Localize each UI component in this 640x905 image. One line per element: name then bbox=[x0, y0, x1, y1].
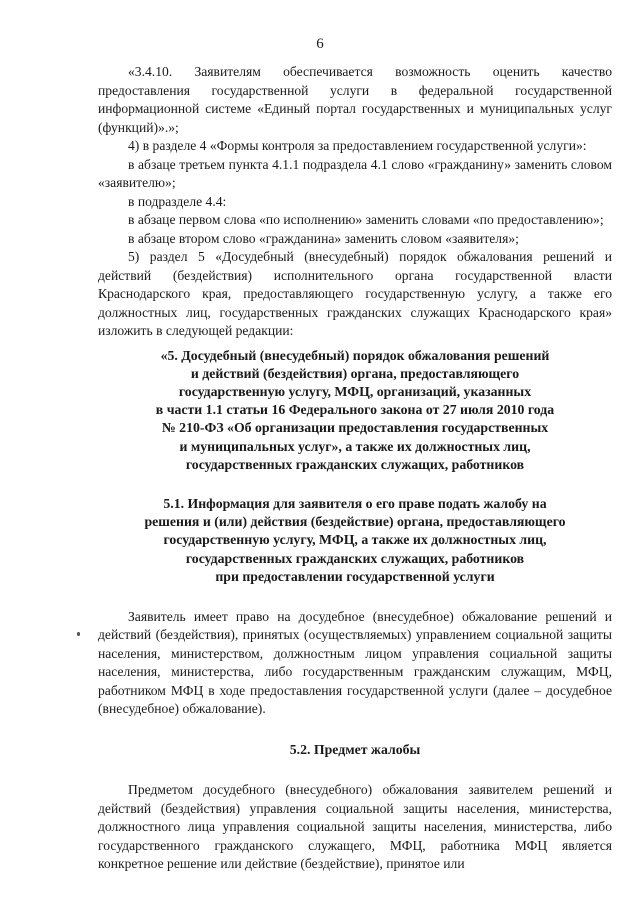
document-body bbox=[98, 63, 612, 874]
heading-line: и действий (бездействия) органа, предоставляющего bbox=[190, 365, 520, 381]
heading-line: государственных гражданских служащих, работников bbox=[185, 550, 525, 566]
section-5-1-text: Заявитель имеет право на досудебное (внесудебное) обжалование решений и действий (бездействия), принятых (осуществляемых) управлением социальной защиты населения, министерством, должностным лицом управления социальной защиты населения, министерства, либо государственным гражданским служащим, МФЦ, работником МФЦ в ходе предоставления государственной услуги (далее – досудебное (внесудебное) обжалование). bbox=[98, 608, 612, 717]
paragraph-item-4: 4) в разделе 4 «Формы контроля за предоставлением государственной услуги»: bbox=[128, 138, 587, 153]
heading-line: государственных гражданских служащих, работников bbox=[185, 456, 525, 472]
heading-line: «5. Досудебный (внесудебный) порядок обжалования решений bbox=[160, 347, 550, 363]
heading-line: № 210-ФЗ «Об организации предоставления государственных bbox=[161, 420, 549, 436]
heading-line: при предоставлении государственной услуги bbox=[215, 568, 495, 584]
section-5-1-heading bbox=[98, 495, 612, 586]
paragraph-item-4-1-1: в абзаце третьем пункта 4.1.1 подраздела 4.1 слово «гражданину» заменить словом «заявителю»; bbox=[98, 156, 612, 190]
paragraph-subsection-4-4: в подразделе 4.4: bbox=[128, 193, 227, 209]
page-number: 6 bbox=[316, 36, 324, 52]
heading-line: 5.1. Информация для заявителя о его праве подать жалобу на bbox=[163, 495, 547, 511]
heading-line: решения и (или) действия (бездействие) органа, предоставляющего bbox=[144, 514, 566, 530]
heading-line: государственную услугу, МФЦ, а также их должностных лиц, bbox=[163, 532, 547, 548]
margin-mark bbox=[77, 632, 80, 636]
section-5-2-text: Предметом досудебного (внесудебного) обжалования заявителем решений и действий (бездействия) управления социальной защиты населения, министерства, должностного лица управления социальной защиты населения, министерства, либо государственного гражданского служащего, МФЦ, работника МФЦ является конкретное решение или действие (бездействие), принятое или bbox=[98, 782, 612, 872]
section-5-heading bbox=[98, 347, 612, 474]
paragraph-item-5: 5) раздел 5 «Досудебный (внесудебный) порядок обжалования решений и действий (бездействия) исполнительного органа государственной власти Краснодарского края, предоставляющего государственную услугу, а также его должностных лиц, государственных гражданских служащих Краснодарского края» изложить в следующей редакции: bbox=[98, 249, 612, 338]
heading-line: в части 1.1 статьи 16 Федерального закона от 27 июля 2010 года bbox=[155, 402, 555, 418]
section-5-2-heading: 5.2. Предмет жалобы bbox=[289, 741, 421, 757]
paragraph-second-abzac: в абзаце втором слово «гражданина» заменить словом «заявителя»; bbox=[128, 230, 519, 246]
paragraph-first-abzac: в абзаце первом слова «по исполнению» заменить словами «по предоставлению»; bbox=[128, 212, 604, 227]
heading-line: государственную услугу, МФЦ, организаций, указанных bbox=[178, 383, 532, 399]
paragraph-3-4-10: «3.4.10. Заявителям обеспечивается возможность оценить качество предоставления государственной услуги в федеральной государственной информационной системе «Единый портал государственных и муниципальных услуг (функций)».»; bbox=[98, 64, 612, 135]
heading-line: и муниципальных услуг», а также их должностных лиц, bbox=[179, 438, 531, 454]
